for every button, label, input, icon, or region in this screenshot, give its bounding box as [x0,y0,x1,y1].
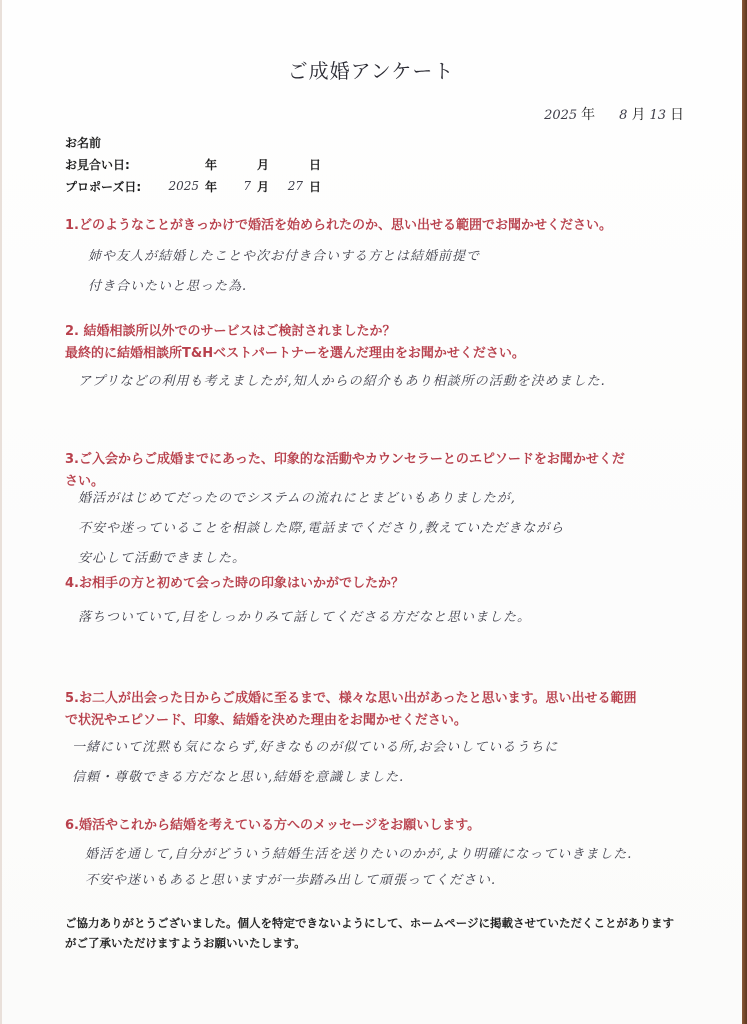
question-2 [65,321,675,365]
question-5-line-2: で状況やエピソード、印象、結婚を決めた理由をお聞かせください。 [65,713,467,728]
closing-line-2: がご了承いただけますようお願いいたします。 [65,936,306,950]
proposal-month-unit: 月 [257,179,270,194]
proposal-month: 7 [243,179,252,193]
submission-year-unit: 年 [581,107,596,123]
answer-5-line-1: 一緒にいて沈黙も気にならず,好きなものが似ている所,お会いしているうちに [72,740,559,755]
submission-day-unit: 日 [670,107,684,123]
miai-date-field [157,156,321,173]
document-title: ご成婚アンケート [287,59,455,83]
proposal-date-field [157,178,321,195]
question-4: 4.お相手の方と初めて会った時の印象はいかがでしたか？ [65,576,404,591]
answer-3 [78,484,678,574]
paper-left-edge [0,0,2,1024]
answer-4 [78,603,678,633]
submission-date [544,104,684,124]
answer-1-line-2: 付き合いたいと思った為. [88,279,248,294]
proposal-year: 2025 [168,179,199,193]
submission-month-unit: 月 [631,107,646,123]
answer-1 [88,242,688,302]
answer-2-line-1: アプリなどの利用も考えましたが,知人からの紹介もあり相談所の活動を決めました. [78,374,606,389]
answer-4-line-1: 落ちついていて,目をしっかりみて話してくださる方だなと思いました。 [78,610,532,625]
answer-5-line-2: 信頼・尊敬できる方だなと思い,結婚を意識しました. [72,770,405,785]
question-6: 6.婚活やこれから結婚を考えている方へのメッセージをお願いします。 [65,818,481,833]
submission-day: 13 [649,108,666,123]
submission-year: 2025 [544,108,578,123]
question-1: 1.どのようなことがきっかけで婚活を始められたのか、思い出せる範囲でお聞かせください。 [65,218,612,233]
name-row [65,131,321,153]
closing-note [65,913,675,953]
proposal-date-row [65,175,321,197]
answer-2 [78,367,678,397]
answer-5 [72,733,672,793]
answer-6-line-1: 婚活を通して,自分がどういう結婚生活を送りたいのかが,より明確になっていきました. [85,847,633,862]
answer-3-line-3: 安心して活動できました。 [78,551,247,566]
wood-table-edge [742,0,747,1024]
submission-month: 8 [619,108,628,123]
proposal-day: 27 [287,179,304,193]
proposal-day-unit: 日 [309,179,322,194]
proposal-year-unit: 年 [205,179,218,194]
answer-3-line-1: 婚活がはじめてだったのでシステムの流れにとまどいもありましたが, [78,491,516,506]
miai-date-label: お見合い日: [65,157,130,172]
question-2-line-2: 最終的に結婚相談所T&Hベストパートナーを選んだ理由をお聞かせください。 [65,346,525,361]
question-5-line-1: 5.お二人が出会った日からご成婚に至るまで、様々な思い出があったと思います。思い出せる範囲 [65,691,637,706]
question-3-line-1: 3.ご入会からご成婚までにあった、印象的な活動やカウンセラーとのエピソードをお聞かせくだ [65,452,625,467]
name-label: お名前 [65,135,102,150]
question-5 [65,688,675,732]
question-2-line-1: 2. 結婚相談所以外でのサービスはご検討されましたか？ [65,324,396,339]
miai-day-unit: 日 [309,157,322,172]
miai-date-row [65,153,321,175]
closing-line-1: ご協力ありがとうございました。個人を特定できないようにして、ホームページに掲載させていただくことがあります [65,916,675,930]
personal-info [65,131,321,197]
question-3-line-2: さい。 [65,474,105,489]
answer-6-line-2: 不安や迷いもあると思いますが一歩踏み出して頑張ってください. [85,873,497,888]
answer-1-line-1: 姉や友人が結婚したことや次お付き合いする方とは結婚前提で [88,249,481,264]
answer-6 [85,842,685,894]
proposal-date-label: プロポーズ日: [65,179,142,194]
miai-month-unit: 月 [257,157,270,172]
miai-year-unit: 年 [205,157,218,172]
answer-3-line-2: 不安や迷っていることを相談した際,電話までくださり,教えていただきながら [78,521,565,536]
